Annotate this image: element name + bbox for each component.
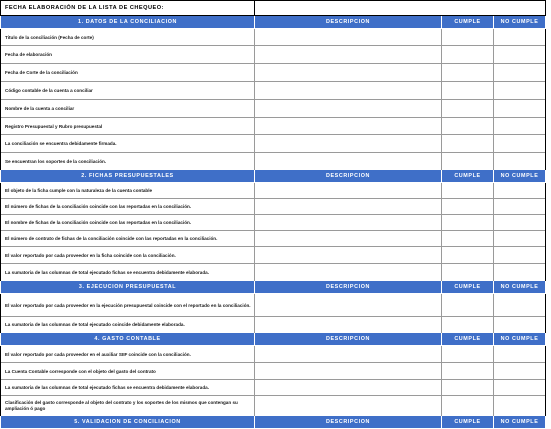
complies-cell[interactable] [442, 264, 494, 281]
checklist-item-label: La Cuenta Contable corresponde con el objeto del gasto del contrato [1, 363, 255, 380]
complies-header: CUMPLE [442, 333, 494, 346]
section-title: 1. DATOS DE LA CONCILIACION [1, 16, 255, 29]
checklist-item-label: Titulo de la conciliación (Fecha de corte) [1, 29, 255, 46]
section-header [1, 333, 546, 346]
checklist-row [1, 100, 546, 118]
section-title: 4. GASTO CONTABLE [1, 333, 255, 346]
checklist-row [1, 46, 546, 64]
checklist-item-label: Fecha de elaboración [1, 46, 255, 64]
complies-cell[interactable] [442, 183, 494, 199]
not-complies-header: NO CUMPLE [494, 16, 546, 29]
description-cell[interactable] [255, 317, 442, 333]
checklist-item-label: El número de fichas de la conciliación coincide con las reportadas en la conciliación. [1, 199, 255, 215]
description-cell[interactable] [255, 215, 442, 231]
not-complies-cell[interactable] [494, 100, 546, 118]
description-header: DESCRIPCION [255, 281, 442, 294]
checklist-row [1, 396, 546, 416]
description-cell[interactable] [255, 153, 442, 170]
checklist-item-label: Se encuentran los soportes de la conciliación. [1, 153, 255, 170]
checklist-item-label: Código contable de la cuenta a conciliar [1, 82, 255, 100]
checklist-row [1, 64, 546, 82]
complies-cell[interactable] [442, 199, 494, 215]
checklist-row [1, 231, 546, 247]
not-complies-cell[interactable] [494, 64, 546, 82]
checklist-row [1, 29, 546, 46]
description-cell[interactable] [255, 135, 442, 153]
complies-cell[interactable] [442, 153, 494, 170]
checklist-row [1, 199, 546, 215]
section-header [1, 416, 546, 429]
complies-header: CUMPLE [442, 281, 494, 294]
not-complies-cell[interactable] [494, 380, 546, 396]
checklist-item-label: La conciliación se encuentra debidamente firmada. [1, 135, 255, 153]
complies-cell[interactable] [442, 380, 494, 396]
not-complies-cell[interactable] [494, 363, 546, 380]
checklist-item-label: La sumatoria de las columnas de total ejecutado fichas se encuentra debidamente elaborada. [1, 380, 255, 396]
checklist-item-label: El valor reportado por cada proveedor en la ejecución presupuestal coincide con el reportado en la conciliación. [1, 294, 255, 317]
not-complies-cell[interactable] [494, 396, 546, 416]
checklist-item-label: Fecha de Corte de la conciliación [1, 64, 255, 82]
checklist-row [1, 380, 546, 396]
description-cell[interactable] [255, 294, 442, 317]
description-cell[interactable] [255, 82, 442, 100]
checklist-row [1, 215, 546, 231]
not-complies-cell[interactable] [494, 264, 546, 281]
complies-cell[interactable] [442, 46, 494, 64]
checklist-item-label: Clasificación del gasto corresponde al objeto del contrato y los soportes de los mismos que contengan su ampliación ó pago [1, 396, 255, 416]
complies-cell[interactable] [442, 135, 494, 153]
description-cell[interactable] [255, 247, 442, 264]
description-cell[interactable] [255, 396, 442, 416]
description-cell[interactable] [255, 346, 442, 363]
checklist-item-label: La sumatoria de las columnas de total ejecutado coincide debidamente elaborada. [1, 317, 255, 333]
checklist-row [1, 183, 546, 199]
not-complies-cell[interactable] [494, 135, 546, 153]
description-cell[interactable] [255, 118, 442, 135]
not-complies-header: NO CUMPLE [494, 281, 546, 294]
description-cell[interactable] [255, 183, 442, 199]
checklist-row [1, 118, 546, 135]
section-title: 5. VALIDACION DE CONCILIACION [1, 416, 255, 429]
list-date-value-cell[interactable] [255, 1, 546, 16]
checklist-row [1, 135, 546, 153]
checklist-item-label: El valor reportado por cada proveedor en el auxiliar SIIF coincide con la conciliación. [1, 346, 255, 363]
complies-cell[interactable] [442, 294, 494, 317]
checklist-item-label: Nombre de la cuenta a conciliar [1, 100, 255, 118]
complies-cell[interactable] [442, 64, 494, 82]
not-complies-cell[interactable] [494, 231, 546, 247]
checklist-row [1, 294, 546, 317]
section-title: 3. EJECUCION PRESUPUESTAL [1, 281, 255, 294]
not-complies-cell[interactable] [494, 199, 546, 215]
not-complies-cell[interactable] [494, 317, 546, 333]
complies-cell[interactable] [442, 215, 494, 231]
list-date-label: FECHA ELABORACIÓN DE LA LISTA DE CHEQUEO: [1, 1, 255, 16]
section-header [1, 170, 546, 183]
checklist-item-label: Registro Presupuestal y Rubro presupuestal [1, 118, 255, 135]
title-row [1, 1, 546, 16]
checklist-row [1, 363, 546, 380]
not-complies-cell[interactable] [494, 118, 546, 135]
complies-header: CUMPLE [442, 170, 494, 183]
checklist-row [1, 346, 546, 363]
description-cell[interactable] [255, 46, 442, 64]
complies-cell[interactable] [442, 363, 494, 380]
complies-cell[interactable] [442, 317, 494, 333]
description-cell[interactable] [255, 64, 442, 82]
complies-cell[interactable] [442, 82, 494, 100]
checklist-item-label: El valor reportado por cada proveedor en la ficha coincide con la conciliación. [1, 247, 255, 264]
complies-cell[interactable] [442, 247, 494, 264]
not-complies-cell[interactable] [494, 153, 546, 170]
not-complies-cell[interactable] [494, 247, 546, 264]
section-header [1, 16, 546, 29]
description-header: DESCRIPCION [255, 333, 442, 346]
checklist-row [1, 317, 546, 333]
complies-cell[interactable] [442, 118, 494, 135]
not-complies-cell[interactable] [494, 46, 546, 64]
description-cell[interactable] [255, 380, 442, 396]
not-complies-header: NO CUMPLE [494, 170, 546, 183]
complies-cell[interactable] [442, 231, 494, 247]
description-header: DESCRIPCION [255, 16, 442, 29]
description-header: DESCRIPCION [255, 170, 442, 183]
checklist-item-label: La sumatoria de las columnas de total ejecutado fichas se encuentra debidamente elaborada. [1, 264, 255, 281]
checklist-item-label: El nombre de fichas de la conciliación coincide con las reportadas en la conciliación. [1, 215, 255, 231]
section-header [1, 281, 546, 294]
description-cell[interactable] [255, 231, 442, 247]
checklist-row [1, 82, 546, 100]
not-complies-cell[interactable] [494, 29, 546, 46]
complies-cell[interactable] [442, 396, 494, 416]
not-complies-header: NO CUMPLE [494, 333, 546, 346]
description-cell[interactable] [255, 363, 442, 380]
not-complies-cell[interactable] [494, 294, 546, 317]
complies-cell[interactable] [442, 346, 494, 363]
checklist-item-label: El número de contrato de fichas de la conciliación coincide con las reportadas en la conciliación. [1, 231, 255, 247]
checklist-body [1, 1, 546, 429]
complies-header: CUMPLE [442, 416, 494, 429]
checklist-row [1, 247, 546, 264]
description-cell[interactable] [255, 100, 442, 118]
complies-cell[interactable] [442, 100, 494, 118]
description-cell[interactable] [255, 264, 442, 281]
checklist-row [1, 264, 546, 281]
description-header: DESCRIPCION [255, 416, 442, 429]
description-cell[interactable] [255, 29, 442, 46]
not-complies-cell[interactable] [494, 346, 546, 363]
checklist-row [1, 153, 546, 170]
not-complies-header: NO CUMPLE [494, 416, 546, 429]
checklist-item-label: El objeto de la ficha cumple con la naturaleza de la cuenta contable [1, 183, 255, 199]
description-cell[interactable] [255, 199, 442, 215]
section-title: 2. FICHAS PRESUPUESTALES [1, 170, 255, 183]
complies-cell[interactable] [442, 29, 494, 46]
not-complies-cell[interactable] [494, 215, 546, 231]
not-complies-cell[interactable] [494, 183, 546, 199]
not-complies-cell[interactable] [494, 82, 546, 100]
complies-header: CUMPLE [442, 16, 494, 29]
